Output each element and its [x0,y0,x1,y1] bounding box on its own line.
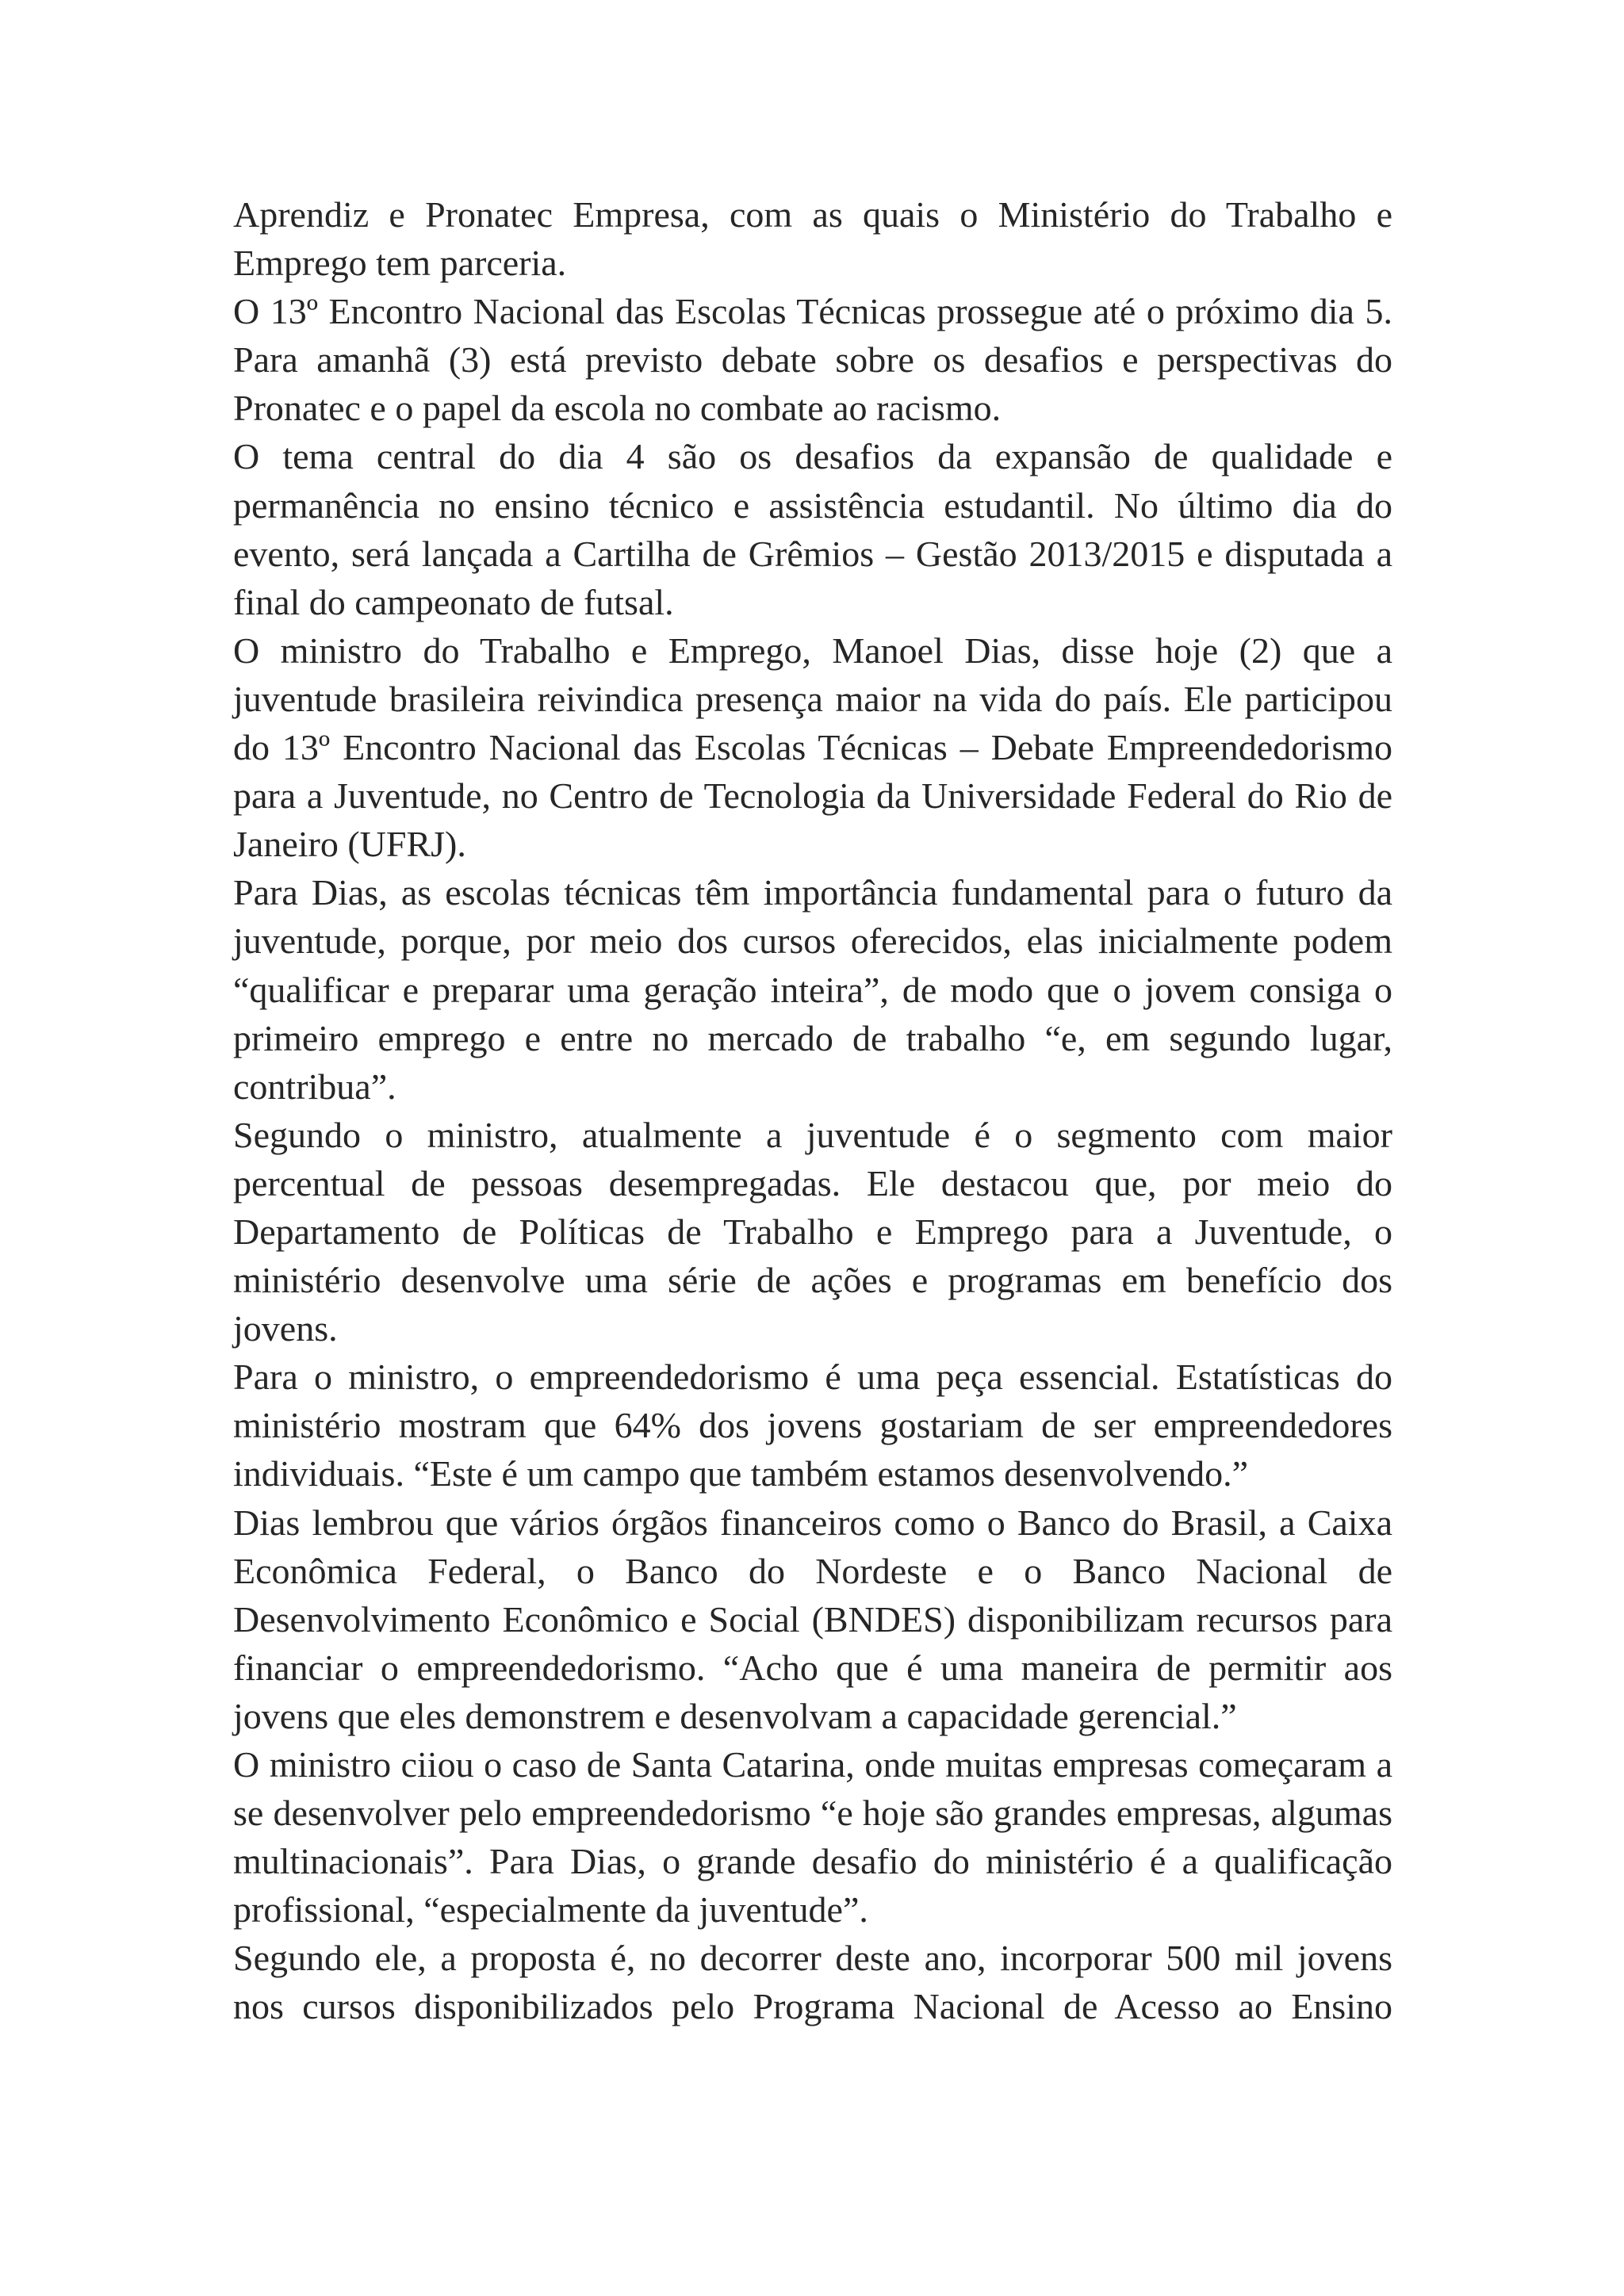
paragraph: Dias lembrou que vários órgãos financeiros como o Banco do Brasil, a Caixa Econômica Federal, o Banco do Nordeste e o Banco Nacional de Desenvolvimento Econômico e Social (BNDES) disponibilizam recursos para financiar o empreendedorismo. “Acho que é uma maneira de permitir aos jovens que eles demonstrem e desenvolvam a capacidade gerencial.” [233,1502,1392,1736]
paragraph: Para Dias, as escolas técnicas têm importância fundamental para o futuro da juventude, porque, por meio dos cursos oferecidos, elas inicialmente podem “qualificar e preparar uma geração inteira”, de modo que o jovem consiga o primeiro emprego e entre no mercado de trabalho “e, em segundo lugar, contribua”. [233,872,1392,1107]
paragraph: O tema central do dia 4 são os desafios da expansão de qualidade e permanência no ensino técnico e assistência estudantil. No último dia do evento, será lançada a Cartilha de Grêmios – Gestão 2013/2015 e disputada a final do campeonato de futsal. [233,436,1392,622]
paragraph: Para o ministro, o empreendedorismo é uma peça essencial. Estatísticas do ministério mostram que 64% dos jovens gostariam de ser empreendedores individuais. “Este é um campo que também estamos desenvolvendo.” [233,1357,1392,1494]
paragraph: Segundo o ministro, atualmente a juventude é o segmento com maior percentual de pessoas desempregadas. Ele destacou que, por meio do Departamento de Políticas de Trabalho e Emprego para a Juventude, o ministério desenvolve uma série de ações e programas em benefício dos jovens. [233,1114,1392,1349]
document-page [233,190,1392,2031]
paragraph: O 13º Encontro Nacional das Escolas Técnicas prossegue até o próximo dia 5. Para amanhã (3) está previsto debate sobre os desafios e perspectivas do Pronatec e o papel da escola no combate ao racismo. [233,291,1392,429]
paragraph: O ministro do Trabalho e Emprego, Manoel Dias, disse hoje (2) que a juventude brasileira reivindica presença maior na vida do país. Ele participou do 13º Encontro Nacional das Escolas Técnicas – Debate Empreendedorismo para a Juventude, no Centro de Tecnologia da Universidade Federal do Rio de Janeiro (UFRJ). [233,629,1392,865]
paragraph: O ministro ciiou o caso de Santa Catarina, onde muitas empresas começaram a se desenvolver pelo empreendedorismo “e hoje são grandes empresas, algumas multinacionais”. Para Dias, o grande desafio do ministério é a qualificação profissional, “especialmente da juventude”. [233,1744,1392,1931]
paragraph: Segundo ele, a proposta é, no decorrer deste ano, incorporar 500 mil jovens nos cursos disponibilizados pelo Programa Nacional de Acesso ao Ensino [233,1938,1392,2027]
paragraph: Aprendiz e Pronatec Empresa, com as quais o Ministério do Trabalho e Emprego tem parceria. [233,194,1392,284]
